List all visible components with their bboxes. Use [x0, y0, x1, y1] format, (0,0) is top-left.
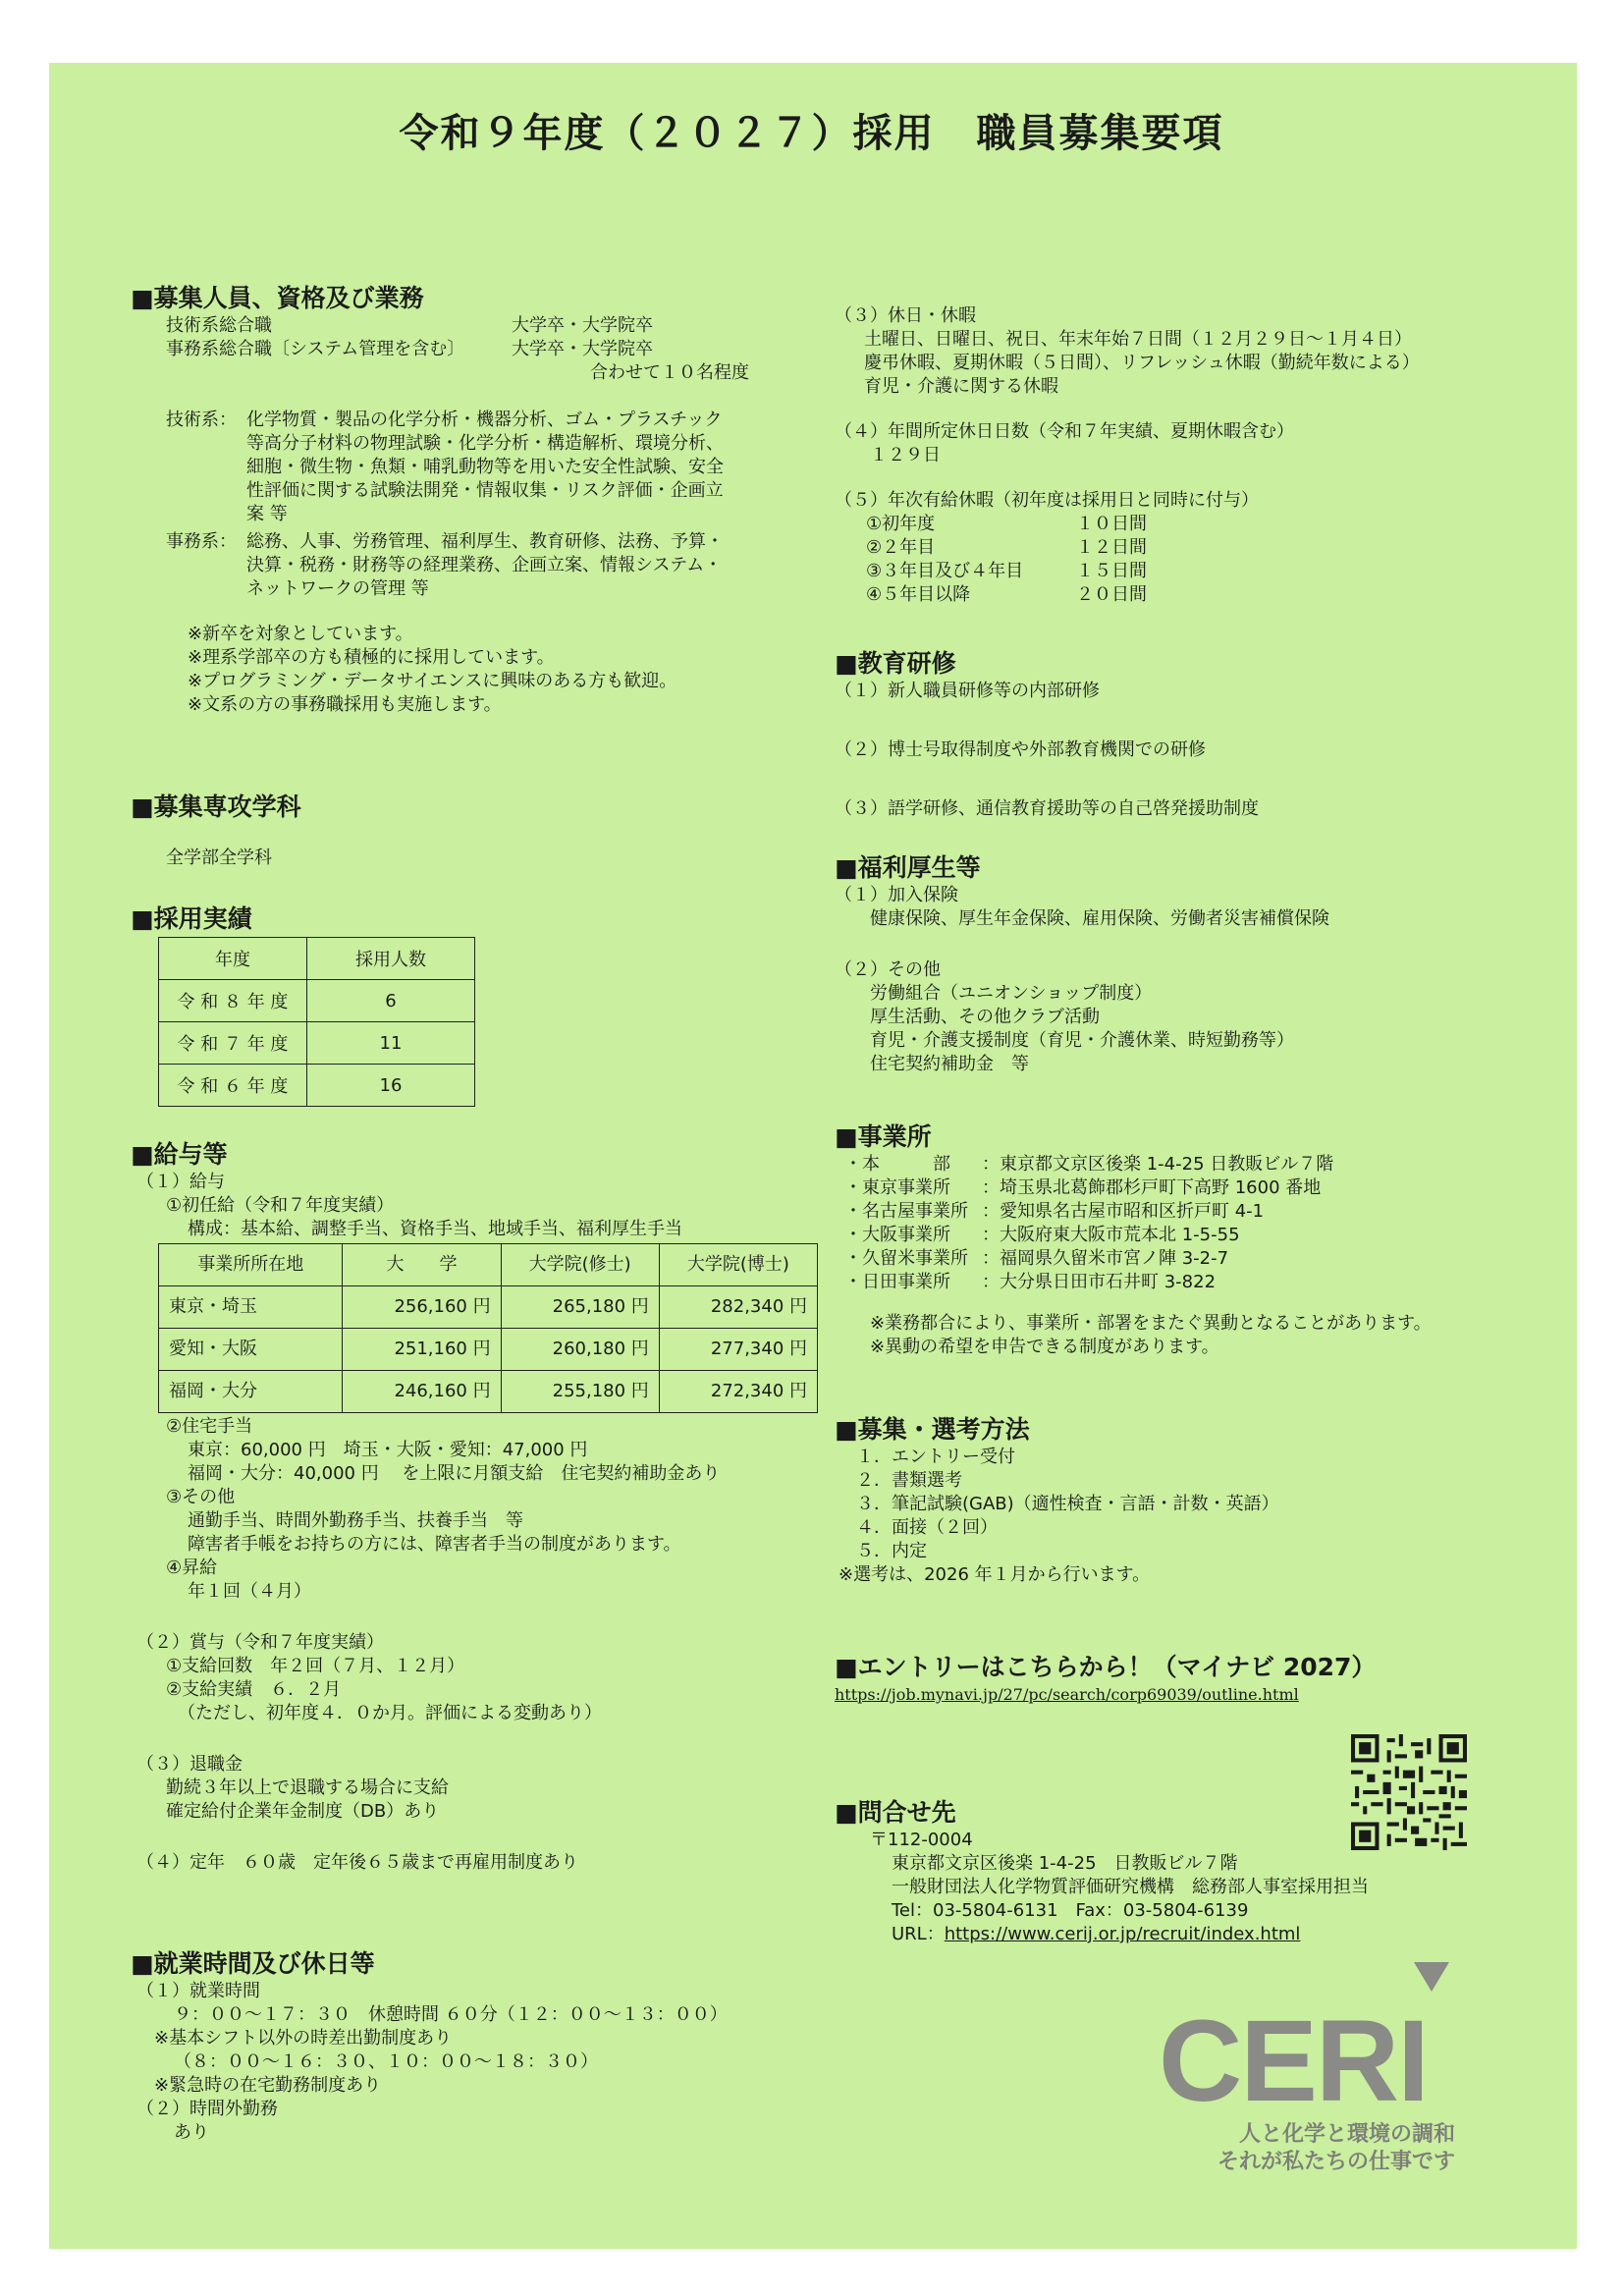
hours-line: ９：００～１７：３０ 休憩時間 ６０分（１２：００～１３：００） — [174, 2004, 728, 2025]
record-table — [158, 937, 475, 1107]
office-name: ・名古屋事業所 — [844, 1201, 968, 1222]
office-address: ：大分県日田市石井町 3-822 — [982, 1272, 1217, 1292]
training-item: （３）語学研修、通信教育援助等の自己啓発援助制度 — [835, 798, 1259, 819]
training-heading: ■教育研修 — [835, 649, 956, 678]
bonus-line: ①支給回数 年２回（７月、１２月） — [166, 1656, 465, 1676]
tech-line: 細胞・微生物・魚類・哺乳動物等を用いた安全性試験、安全 — [246, 457, 724, 477]
table-row — [159, 980, 475, 1022]
holidays-line: １２９日 — [870, 445, 941, 465]
tech-line: 案 等 — [246, 504, 288, 524]
welfare-other: 育児・介護支援制度（育児・介護休業、時短勤務等） — [870, 1030, 1294, 1051]
welfare-sub2: （２）その他 — [835, 959, 941, 980]
office-address: ：東京都文京区後楽 1-4-25 日教販ビル７階 — [982, 1154, 1334, 1175]
other-title: ③その他 — [166, 1487, 236, 1507]
selection-step: ２．書類選考 — [856, 1470, 962, 1491]
contact-section — [835, 1797, 1522, 1946]
welfare-sub1: （１）加入保険 — [835, 885, 958, 905]
table-header-year: 年度 — [159, 938, 307, 980]
selection-step: １．エントリー受付 — [856, 1447, 1015, 1467]
record-section — [131, 903, 818, 1107]
welfare-section — [835, 852, 1522, 1076]
table-header: 大学院(博士) — [659, 1244, 817, 1286]
hours-line: （８：００～１６：３０、１０：００～１８：３０） — [174, 2051, 598, 2072]
training-section — [835, 648, 1522, 821]
holidays-sub3: （３）休日・休暇 — [835, 305, 976, 326]
selection-note: ※選考は、2026 年１月から行います。 — [839, 1564, 1151, 1585]
hours-heading: ■就業時間及び休日等 — [131, 1949, 375, 1978]
recruit-row-label: 技術系総合職 — [166, 315, 272, 336]
salary-sub1a: ①初任給（令和７年度実績） — [166, 1195, 395, 1216]
recruit-total: 合わせて１０名程度 — [590, 362, 749, 383]
welfare-heading: ■福利厚生等 — [835, 853, 981, 882]
page-title: 令和９年度（２０２７）採用 職員募集要項 — [399, 111, 1224, 156]
welfare-other: 労働組合（ユニオンショップ制度） — [870, 983, 1153, 1004]
majors-section — [131, 792, 818, 870]
selection-section — [835, 1414, 1522, 1587]
holidays-line: 土曜日、日曜日、祝日、年末年始７日間（１２月２９日～１月４日） — [864, 329, 1412, 350]
logo-tagline — [1200, 2121, 1455, 2176]
training-item: （２）博士号取得制度や外部教育機関での研修 — [835, 739, 1206, 760]
welfare-other: 住宅契約補助金 等 — [870, 1054, 1029, 1074]
recruit-heading: ■募集人員、資格及び業務 — [131, 284, 424, 312]
majors-heading: ■募集専攻学科 — [131, 793, 301, 821]
table-cell: 246,160 円 — [343, 1371, 501, 1413]
table-cell: 265,180 円 — [501, 1286, 659, 1329]
tech-line: 等高分子材料の物理試験・化学分析・構造解析、環境分析、 — [246, 433, 724, 454]
training-item: （１）新人職員研修等の内部研修 — [835, 681, 1100, 701]
leave-value: １２日間 — [1076, 537, 1147, 558]
housing-line: 東京：60,000 円 埼玉・大阪・愛知：47,000 円 — [188, 1440, 588, 1460]
holidays-sub5: （５）年次有給休暇（初年度は採用日と同時に付与） — [835, 490, 1259, 511]
leave-value: １５日間 — [1076, 561, 1147, 581]
table-cell: 愛知・大阪 — [159, 1329, 343, 1371]
table-cell: 277,340 円 — [659, 1329, 817, 1371]
hours-line: ※基本シフト以外の時差出勤制度あり — [154, 2028, 453, 2049]
retire-age: （４）定年 ６０歳 定年後６５歳まで再雇用制度あり — [136, 1852, 578, 1873]
selection-heading: ■募集・選考方法 — [835, 1415, 1030, 1444]
contact-heading: ■問合せ先 — [835, 1798, 956, 1827]
hours-sub2: （２）時間外勤務 — [136, 2099, 278, 2119]
leave-key: ①初年度 — [866, 514, 936, 534]
record-count: 16 — [307, 1065, 475, 1107]
holidays-section — [835, 304, 1522, 607]
table-header: 事業所所在地 — [159, 1244, 343, 1286]
office-address: ：愛知県名古屋市昭和区折戸町 4-1 — [982, 1201, 1265, 1222]
welfare-line: 健康保険、厚生年金保険、雇用保険、労働者災害補償保険 — [870, 908, 1329, 929]
selection-step: ４．面接（２回） — [856, 1517, 998, 1538]
recruit-note: ※プログラミング・データサイエンスに興味のある方も歓迎。 — [188, 671, 677, 691]
contact-url-link[interactable]: https://www.cerij.or.jp/recruit/index.html — [944, 1924, 1301, 1944]
office-address: ：福岡県久留米市宮ノ陣 3-2-7 — [982, 1248, 1229, 1269]
offices-section — [835, 1121, 1522, 1359]
holidays-line: 慶弔休暇、夏期休暇（５日間）、リフレッシュ休暇（勤続年数による） — [864, 353, 1420, 373]
tech-line: 性評価に関する試験法開発・情報収集・リスク評価・企画立 — [246, 480, 724, 501]
selection-step: ３．筆記試験(GAB)（適性検査・言語・計数・英語） — [856, 1494, 1279, 1514]
offices-note: ※業務都合により、事業所・部署をまたぐ異動となることがあります。 — [870, 1313, 1432, 1334]
record-year: 令 和 ６ 年 度 — [159, 1065, 307, 1107]
contact-tel: Tel：03-5804-6131 Fax：03-5804-6139 — [892, 1900, 1249, 1921]
record-year: 令 和 ８ 年 度 — [159, 980, 307, 1022]
office-address: ：大阪府東大阪市荒本北 1-5-55 — [982, 1225, 1240, 1245]
logo-tagline-1: 人と化学と環境の調和 — [1238, 2122, 1455, 2147]
table-cell: 256,160 円 — [343, 1286, 501, 1329]
entry-link[interactable]: https://job.mynavi.jp/27/pc/search/corp69039/outline.html — [835, 1685, 1299, 1704]
holidays-line: 育児・介護に関する休暇 — [864, 376, 1058, 397]
table-row — [159, 1329, 818, 1371]
table-cell: 東京・埼玉 — [159, 1286, 343, 1329]
bonus-title: （２）賞与（令和７年度実績） — [136, 1632, 384, 1653]
contact-zip: 〒112-0004 — [870, 1830, 973, 1850]
salary-sub1: （１）給与 — [136, 1172, 225, 1192]
table-cell: 260,180 円 — [501, 1329, 659, 1371]
recruit-note: ※文系の方の事務職採用も実施します。 — [188, 694, 502, 715]
record-count: 6 — [307, 980, 475, 1022]
office-name: ・本 部 — [844, 1154, 950, 1175]
other-line: 障害者手帳をお持ちの方には、障害者手当の制度があります。 — [188, 1534, 681, 1555]
table-cell: 251,160 円 — [343, 1329, 501, 1371]
table-header-count: 採用人数 — [307, 938, 475, 980]
office-line: 決算・税務・財務等の経理業務、企画立案、情報システム・ — [246, 555, 723, 575]
office-line: ネットワークの管理 等 — [246, 578, 429, 599]
table-cell: 福岡・大分 — [159, 1371, 343, 1413]
leave-value: ２０日間 — [1076, 584, 1147, 605]
logo-tagline-2: それが私たちの仕事です — [1217, 2150, 1455, 2174]
contact-address: 東京都文京区後楽 1-4-25 日教販ビル７階 — [892, 1853, 1238, 1874]
table-row — [159, 1244, 818, 1286]
table-row — [159, 1371, 818, 1413]
office-label: 事務系： — [166, 531, 237, 552]
recruit-note: ※新卒を対象としています。 — [188, 624, 413, 644]
table-cell: 282,340 円 — [659, 1286, 817, 1329]
record-year: 令 和 ７ 年 度 — [159, 1022, 307, 1065]
table-cell: 272,340 円 — [659, 1371, 817, 1413]
housing-title: ②住宅手当 — [166, 1416, 253, 1437]
tech-label: 技術系： — [166, 410, 237, 430]
offices-note: ※異動の希望を申告できる制度があります。 — [870, 1337, 1219, 1357]
entry-section — [835, 1652, 1522, 1707]
leave-key: ④５年目以降 — [866, 584, 971, 605]
other-line: 通勤手当、時間外勤務手当、扶養手当 等 — [188, 1510, 523, 1531]
salary-heading: ■給与等 — [131, 1140, 228, 1169]
table-row — [159, 1065, 475, 1107]
bonus-line: ②支給実績 ６．２月 — [166, 1679, 342, 1700]
table-row — [159, 1286, 818, 1329]
recruit-note: ※理系学部卒の方も積極的に採用しています。 — [188, 647, 555, 668]
retire-line: 確定給付企業年金制度（DB）あり — [166, 1801, 440, 1822]
hours-line: あり — [174, 2122, 209, 2143]
retire-line: 勤続３年以上で退職する場合に支給 — [166, 1777, 449, 1798]
office-name: ・大阪事業所 — [844, 1225, 950, 1245]
leave-list — [835, 513, 1522, 607]
hours-section — [131, 1948, 818, 2145]
entry-heading: ■エントリーはこちらから！（マイナビ 2027） — [835, 1653, 1377, 1681]
office-name: ・東京事業所 — [844, 1177, 950, 1198]
office-line: 総務、人事、労務管理、福利厚生、教育研修、法務、予算・ — [246, 531, 724, 552]
salary-table — [158, 1243, 818, 1413]
table-row — [159, 938, 475, 980]
offices-heading: ■事業所 — [835, 1122, 932, 1151]
hours-line: ※緊急時の在宅勤務制度あり — [154, 2075, 382, 2096]
salary-sub1a-note: 構成：基本給、調整手当、資格手当、地域手当、福利厚生手当 — [188, 1219, 682, 1239]
retire-title: （３）退職金 — [136, 1754, 243, 1775]
raise-line: 年１回（４月） — [188, 1581, 311, 1602]
table-header: 大学院(修士) — [501, 1244, 659, 1286]
hours-sub1: （１）就業時間 — [136, 1981, 260, 2001]
offices-list — [835, 1153, 1522, 1298]
office-address: ：埼玉県北葛飾郡杉戸町下高野 1600 番地 — [982, 1177, 1322, 1198]
holidays-sub4: （４）年間所定休日日数（令和７年実績、夏期休暇含む） — [835, 421, 1294, 442]
contact-url-label: URL： — [892, 1924, 945, 1944]
office-name: ・日田事業所 — [844, 1272, 950, 1292]
tech-line: 化学物質・製品の化学分析・機器分析、ゴム・プラスチック — [246, 410, 723, 430]
recruit-section — [131, 283, 818, 717]
contact-org: 一般財団法人化学物質評価研究機構 総務部人事室採用担当 — [892, 1877, 1369, 1897]
logo-triangle-icon — [1414, 1962, 1449, 1992]
majors-text: 全学部全学科 — [166, 847, 272, 868]
ceri-logo: CERI — [1159, 1996, 1428, 2126]
leave-key: ②２年目 — [866, 537, 936, 558]
raise-title: ④昇給 — [166, 1558, 218, 1578]
record-heading: ■採用実績 — [131, 904, 252, 933]
selection-step: ５．内定 — [856, 1541, 927, 1561]
table-cell: 255,180 円 — [501, 1371, 659, 1413]
welfare-other: 厚生活動、その他クラブ活動 — [870, 1007, 1100, 1027]
recruit-row-value: 大学卒・大学院卒 — [512, 339, 653, 359]
bonus-line: （ただし、初年度４．０か月。評価による変動あり） — [178, 1703, 602, 1723]
housing-line: 福岡・大分：40,000 円 を上限に月額支給 住宅契約補助金あり — [188, 1463, 721, 1484]
record-count: 11 — [307, 1022, 475, 1065]
leave-value: １０日間 — [1076, 514, 1147, 534]
leave-key: ③３年目及び４年目 — [866, 561, 1024, 581]
recruit-row-value: 大学卒・大学院卒 — [512, 315, 653, 336]
recruit-row-label: 事務系総合職〔システム管理を含む〕 — [166, 339, 465, 359]
office-name: ・久留米事業所 — [844, 1248, 968, 1269]
salary-section — [131, 1139, 818, 1875]
table-row — [159, 1022, 475, 1065]
table-header: 大 学 — [343, 1244, 501, 1286]
